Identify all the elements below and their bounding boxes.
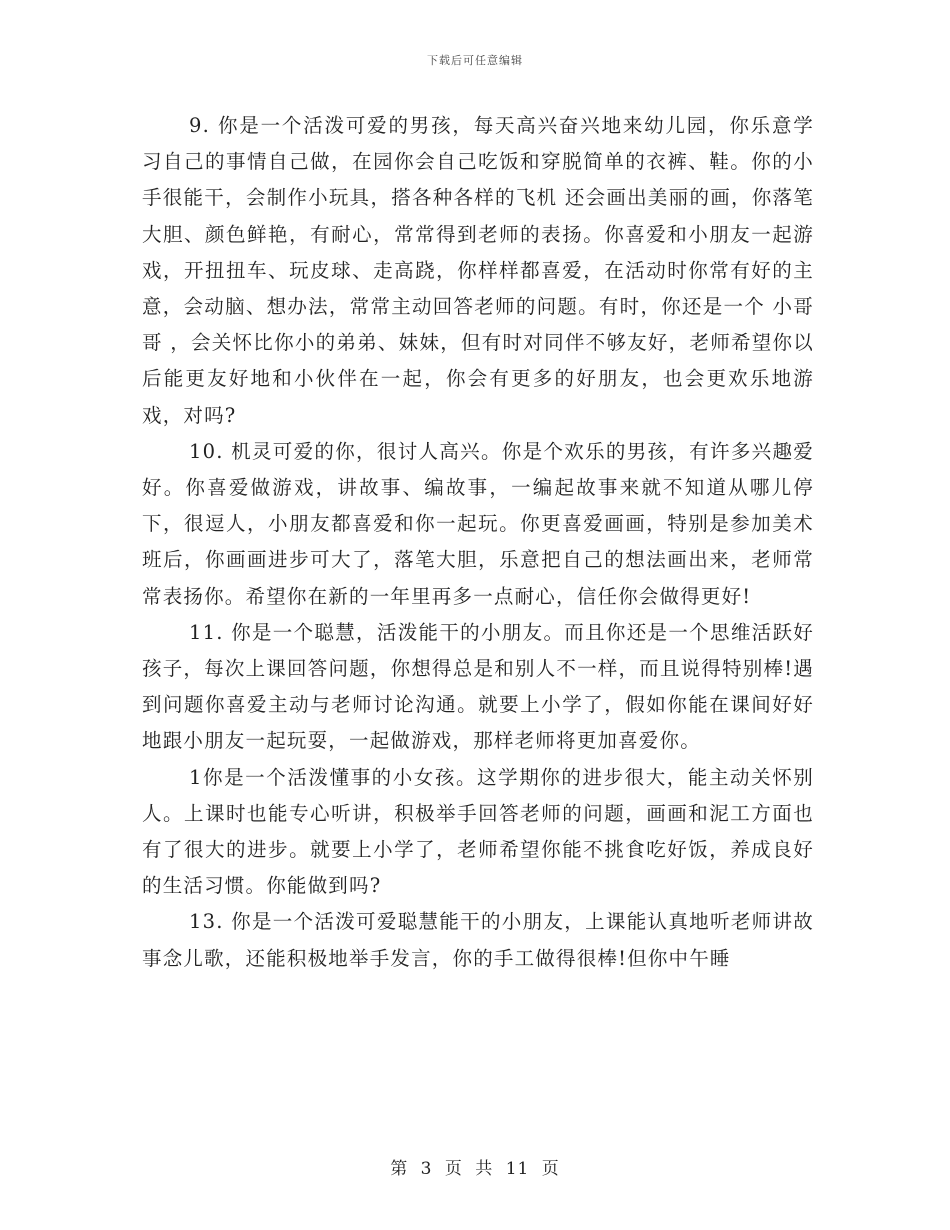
paragraph-10: 10. 机灵可爱的你，很讨人高兴。你是个欢乐的男孩，有许多兴趣爱好。你喜爱做游戏，讲故事、编故事，一编起故事来就不知道从哪儿停下，很逗人，小朋友都喜爱和你一起玩。你更喜爱画画，特别是参加美术班后，你画画进步可大了，落笔大胆，乐意把自己的想法画出来，老师常常表扬你。希望你在新的一年里再多一点耐心，信任你会做得更好! (142, 439, 814, 608)
paragraph-13: 13. 你是一个活泼可爱聪慧能干的小朋友，上课能认真地听老师讲故事念儿歌，还能积极地举手发言，你的手工做得很棒!但你中午睡 (142, 910, 814, 970)
page-header: 下载后可任意编辑 (427, 54, 523, 67)
document-body (142, 108, 814, 977)
paragraph-12: 1你是一个活泼懂事的小女孩。这学期你的进步很大，能主动关怀别人。上课时也能专心听讲，积极举手回答老师的问题，画画和泥工方面也有了很大的进步。就要上小学了，老师希望你能不挑食吃好饭，养成良好的生活习惯。你能做到吗? (142, 765, 814, 898)
paragraph-9: 9. 你是一个活泼可爱的男孩，每天高兴奋兴地来幼儿园，你乐意学习自己的事情自己做，在园你会自己吃饭和穿脱简单的衣裤、鞋。你的小手很能干，会制作小玩具，搭各种各样的飞机 还会画出美丽的画，你落笔大胆、颜色鲜艳，有耐心，常常得到老师的表扬。你喜爱和小朋友一起游戏，开扭扭车、玩皮球、走高跷，你样样都喜爱，在活动时你常有好的主意，会动脑、想办法，常常主动回答老师的问题。有时，你还是一个 小哥哥 ，会关怀比你小的弟弟、妹妹，但有时对同伴不够友好，老师希望你以后能更友好地和小伙伴在一起，你会有更多的好朋友，也会更欢乐地游戏，对吗? (142, 114, 814, 427)
page-number-footer: 第 3 页 共 11 页 (390, 1159, 560, 1179)
paragraph-11: 11. 你是一个聪慧，活泼能干的小朋友。而且你还是一个思维活跃好孩子，每次上课回答问题，你想得总是和别人不一样，而且说得特别棒!遇到问题你喜爱主动与老师讨论沟通。就要上小学了，假如你能在课间好好地跟小朋友一起玩耍，一起做游戏，那样老师将更加喜爱你。 (142, 620, 814, 753)
